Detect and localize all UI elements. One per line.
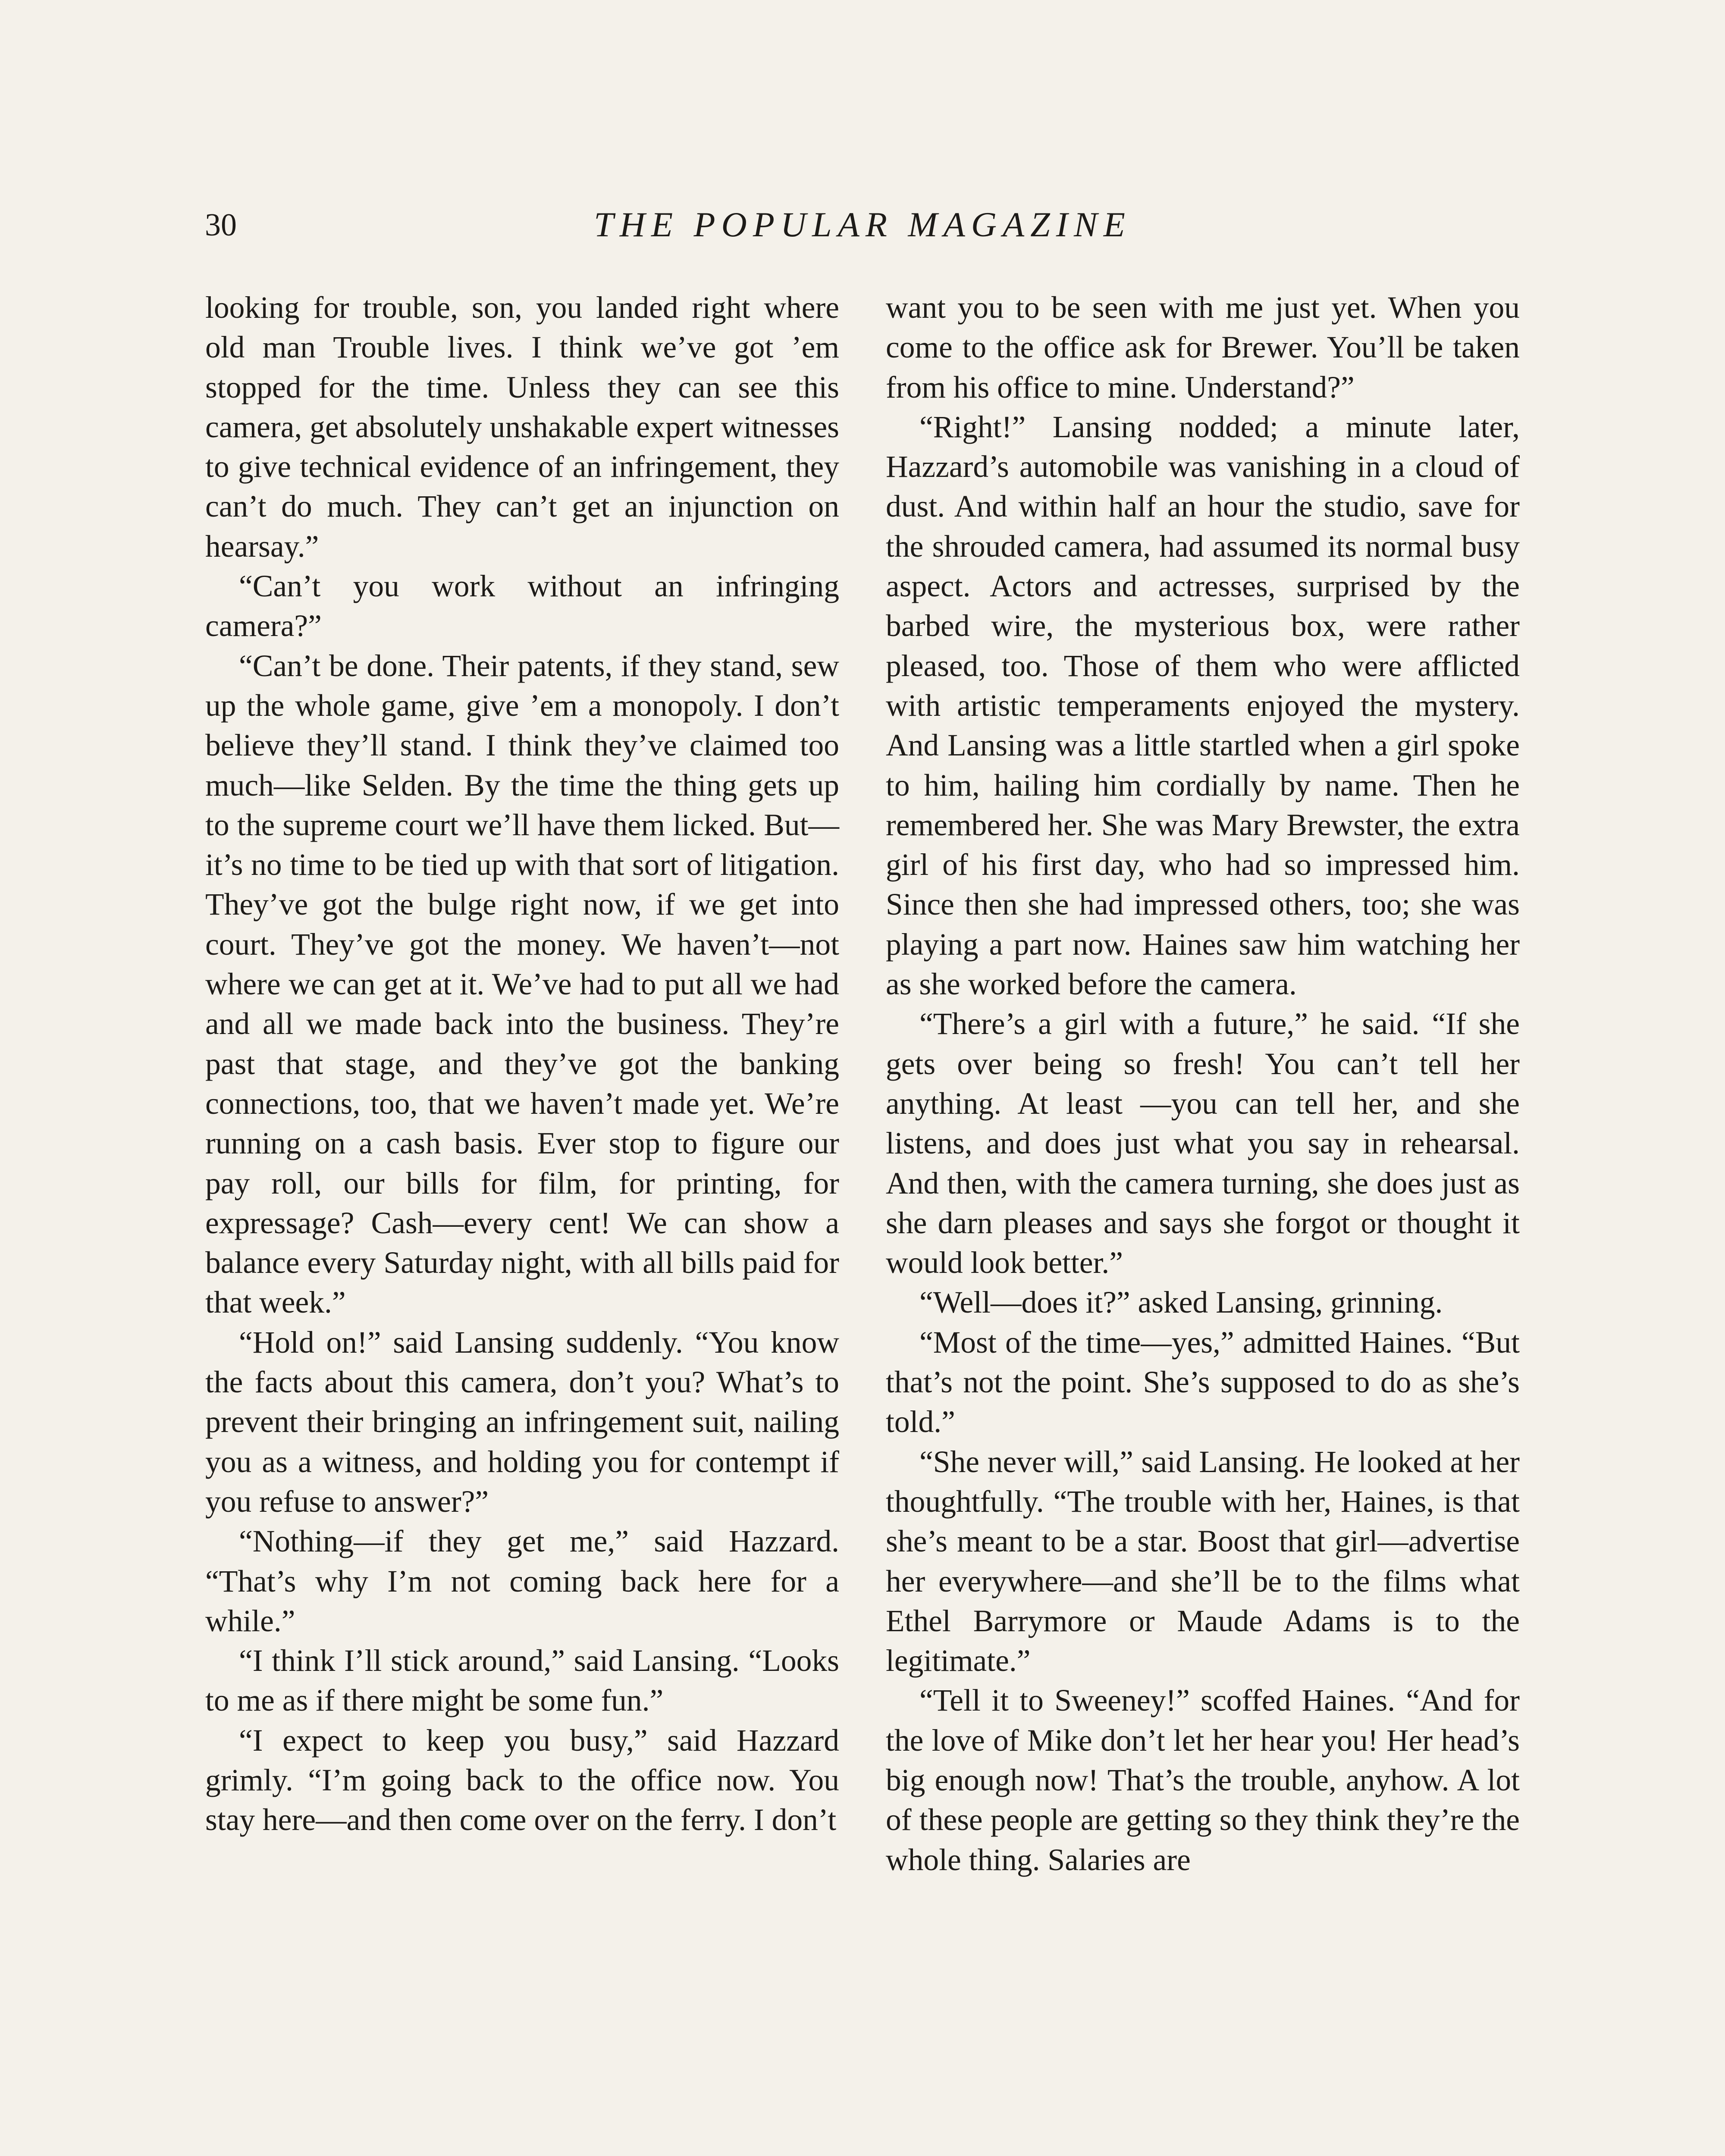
paragraph: “There’s a girl with a future,” he said. “If she gets over being so fresh! You can’t tell her anything. At least —you can tell her, and she listens, and does just what you say in rehearsal. And then, with the camera turning, she does just as she darn pleases and says she forgot or thought it would look better.”: [886, 1007, 1520, 1280]
paragraph: “Can’t you work without an infringing camera?”: [205, 569, 839, 643]
right-column: [886, 288, 1520, 1880]
paragraph: “Nothing—if they get me,” said Hazzard. “That’s why I’m not coming back here for a while.”: [205, 1524, 839, 1638]
paragraph: “Tell it to Sweeney!” scoffed Haines. “And for the love of Mike don’t let her hear you! Her head’s big enough now! That’s the trouble, anyhow. A lot of these people are getting so they think they’re the whole thing. Salaries are: [886, 1683, 1520, 1877]
paragraph: “I expect to keep you busy,” said Hazzard grimly. “I’m going back to the office now. You stay here—and then come over on the ferry. I don’t: [205, 1723, 839, 1837]
paragraph: “Hold on!” said Lansing suddenly. “You know the facts about this camera, don’t you? What’s to prevent their bringing an infringement suit, nailing you as a witness, and holding you for contempt if you refuse to answer?”: [205, 1325, 839, 1519]
paragraph: looking for trouble, son, you landed right where old man Trouble lives. I think we’ve got ’em stopped for the time. Unless they can see this camera, get absolutely unshakable expert witnesses to give technical evidence of an infringement, they can’t do much. They can’t get an injunction on hearsay.”: [205, 291, 839, 564]
page-number: 30: [205, 207, 237, 243]
left-column: [205, 288, 839, 1840]
paragraph: “Most of the time—yes,” admitted Haines. “But that’s not the point. She’s supposed to do as she’s told.”: [886, 1325, 1520, 1439]
paragraph: “I think I’ll stick around,” said Lansing. “Looks to me as if there might be some fun.”: [205, 1644, 839, 1718]
paragraph: want you to be seen with me just yet. When you come to the office ask for Brewer. You’ll be taken from his office to mine. Understand?”: [886, 291, 1520, 404]
paragraph: “Right!” Lansing nodded; a minute later, Hazzard’s automobile was vanishing in a cloud of dust. And within half an hour the studio, save for the shrouded camera, had assumed its normal busy aspect. Actors and actresses, surprised by the barbed wire, the mysterious box, were rather pleased, too. Those of them who were afflicted with artistic temperaments enjoyed the mystery. And Lansing was a little startled when a girl spoke to him, hailing him cordially by name. Then he remembered her. She was Mary Brewster, the extra girl of his first day, who had so impressed him. Since then she had impressed others, too; she was playing a part now. Haines saw him watching her as she worked before the camera.: [886, 410, 1520, 1002]
running-title: THE POPULAR MAGAZINE: [594, 205, 1131, 244]
paragraph: “She never will,” said Lansing. He looked at her thoughtfully. “The trouble with her, Haines, is that she’s meant to be a star. Boost that girl—advertise her everywhere—and she’ll be to the films what Ethel Barrymore or Maude Adams is to the legitimate.”: [886, 1445, 1520, 1678]
paragraph: “Can’t be done. Their patents, if they stand, sew up the whole game, give ’em a monopoly. I don’t believe they’ll stand. I think they’ve claimed too much—like Selden. By the time the thing gets up to the supreme court we’ll have them licked. But—it’s no time to be tied up with that sort of litigation. They’ve got the bulge right now, if we get into court. They’ve got the money. We haven’t—not where we can get at it. We’ve had to put all we had and all we made back into the business. They’re past that stage, and they’ve got the banking connections, too, that we haven’t made yet. We’re running on a cash basis. Ever stop to figure our pay roll, our bills for film, for printing, for expressage? Cash—every cent! We can show a balance every Saturday night, with all bills paid for that week.”: [205, 649, 839, 1320]
paragraph: “Well—does it?” asked Lansing, grinning.: [919, 1285, 1443, 1320]
